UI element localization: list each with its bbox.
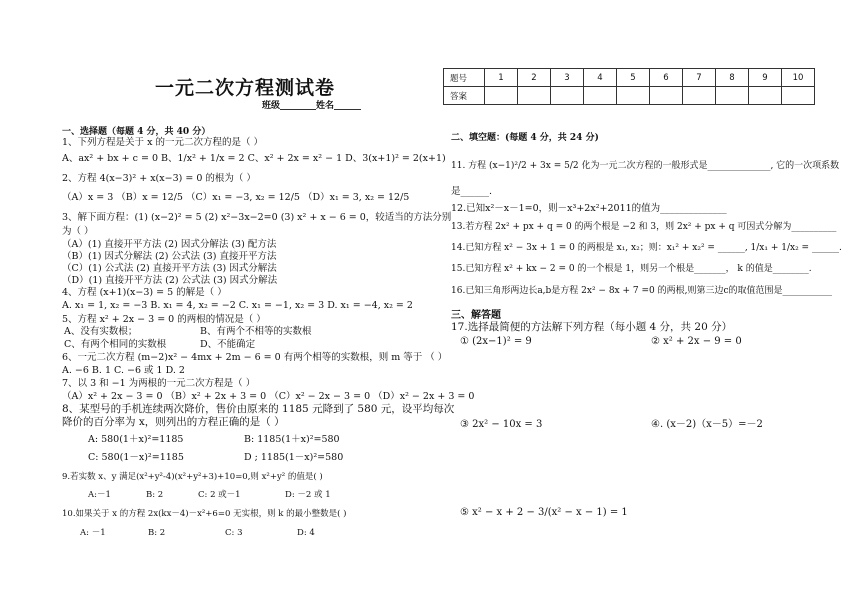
question-8-option-a: A: 580(1＋x)²=1185 [88, 434, 184, 445]
question-17-part-2: ② x² + 2x − 9 = 0 [651, 336, 742, 347]
question-10-option-d: D: 4 [297, 528, 315, 538]
question-9: 9.若实数 x、y 满足(x²+y²-4)(x²+y²+3)+10=0,则 x²+y² 的值是( ) [62, 472, 323, 482]
question-number: 3 [551, 69, 584, 87]
question-6: 6、一元二次方程 (m−2)x² − 4mx + 2m − 6 = 0 有两个相等的实数根，则 m 等于 （ ） [62, 352, 448, 363]
answer-cell[interactable] [650, 87, 683, 105]
question-17-part-4: ④. (x－2)（x－5）=－2 [651, 419, 763, 430]
question-5-option-c: C、有两个相同的实数根 [64, 339, 167, 350]
answer-cell[interactable] [551, 87, 584, 105]
question-8-option-d: D ; 1185(1－x)²=580 [244, 452, 344, 463]
question-number-label: 题号 [444, 69, 485, 87]
question-9-option-c: C: 2 或－1 [198, 490, 241, 500]
question-8-cont: 降价的百分率为 x，则列出的方程正确的是（ ） [62, 416, 285, 428]
answer-cell[interactable] [584, 87, 617, 105]
question-3-option-d: （D）(1) 直接开平方法 (2) 公式法 (3) 因式分解法 [62, 275, 278, 286]
question-8-option-c: C: 580(1－x)²=1185 [88, 452, 184, 463]
question-15: 15.已知方程 x² + kx − 2 = 0 的一个根是 1，则另一个根是_______， k 的值是________. [451, 264, 812, 274]
answer-cell[interactable] [485, 87, 518, 105]
question-1: 1、下列方程是关于 x 的一元二次方程的是（ ） [62, 137, 263, 148]
question-6-options: A. −6 B. 1 C. −6 或 1 D. 2 [62, 365, 185, 376]
question-number: 7 [683, 69, 716, 87]
question-2-options: （A）x = 3 （B）x = 12/5 （C）x₁ = −3, x₂ = 12/5 （D）x₁ = 3, x₂ = 12/5 [62, 192, 410, 203]
question-17-part-5: ⑤ x² − x + 2 − 3/(x² − x − 1) = 1 [460, 507, 628, 518]
question-2: 2、方程 4(x−3)² + x(x−3) = 0 的根为（ ） [62, 173, 256, 184]
question-7-options: （A）x² + 2x − 3 = 0 （B）x² + 2x + 3 = 0 （C）x² − 2x − 3 = 0 （D）x² − 2x + 3 = 0 [62, 391, 475, 402]
question-14: 14.已知方程 x² − 3x + 1 = 0 的两根是 x₁, x₂；则：x₁² + x₂² = ______, 1/x₁ + 1/x₂ = ______. [451, 243, 842, 253]
question-17: 17.选择最简便的方法解下列方程（每小题 4 分，共 20 分） [451, 321, 733, 333]
question-number: 6 [650, 69, 683, 87]
answer-cell[interactable] [683, 87, 716, 105]
question-17-part-1: ① (2x−1)² = 9 [460, 336, 532, 347]
question-3-option-c: （C）(1) 公式法 (2) 直接开平方法 (3) 因式分解法 [62, 263, 277, 274]
question-7: 7、以 3 和 −1 为两根的一元二次方程是（ ） [62, 378, 256, 389]
answer-cell[interactable] [782, 87, 815, 105]
question-4: 4、方程 (x+1)(x−3) = 5 的解是（ ） [62, 287, 227, 298]
question-number: 8 [716, 69, 749, 87]
answer-cell[interactable] [749, 87, 782, 105]
question-9-option-a: A:－1 [88, 490, 111, 500]
question-number: 5 [617, 69, 650, 87]
page-title: 一元二次方程测试卷 [155, 77, 336, 99]
question-10: 10.如果关于 x 的方程 2x(kx－4)－x²+6=0 无实根，则 k 的最小整数是( ) [62, 509, 347, 519]
question-16: 16.已知三角形两边长a,b是方程 2x² − 8x + 7 =0 的两根,则第三边c的取值范围是___________ [451, 286, 833, 296]
question-number: 10 [782, 69, 815, 87]
section-heading-choice: 一、选择题（每题 4 分，共 40 分） [62, 127, 211, 137]
section-heading-solve: 三、解答题 [451, 310, 501, 321]
question-number: 4 [584, 69, 617, 87]
question-5-option-a: A、没有实数根； [64, 326, 138, 337]
question-12: 12.已知x²－x－1=0，则－x³+2x²+2011的值为______________ [451, 203, 727, 214]
question-13: 13.若方程 2x² + px + q = 0 的两个根是 −2 和 3，则 2x² + px + q 可因式分解为__________ [451, 222, 837, 232]
question-10-option-c: C: 3 [225, 528, 243, 538]
question-number: 2 [518, 69, 551, 87]
question-10-option-a: A: －1 [80, 528, 106, 538]
answer-cell[interactable] [617, 87, 650, 105]
section-heading-fill-in: 二、填空题：(每题 4 分，共 24 分) [451, 133, 599, 143]
question-3: 3、解下面方程：(1) (x−2)² = 5 (2) x²−3x−2=0 (3) x² + x − 6 = 0，较适当的方法分别 [62, 212, 452, 223]
question-3-cont: 为（ ） [62, 226, 94, 237]
answer-cell[interactable] [716, 87, 749, 105]
question-9-option-d: D: －2 或 1 [285, 490, 331, 500]
answer-table-answer-row [444, 87, 815, 105]
question-5-option-d: D、不能确定 [200, 339, 256, 350]
question-5: 5、方程 x² + 2x − 3 = 0 的两根的情况是（ ） [62, 314, 266, 325]
question-11-cont: 是______. [451, 186, 493, 197]
answer-table-header-row [444, 69, 815, 87]
answer-label: 答案 [444, 87, 485, 105]
question-number: 9 [749, 69, 782, 87]
question-17-part-3: ③ 2x² − 10x = 3 [460, 419, 543, 430]
question-3-option-a: （A）(1) 直接开平方法 (2) 因式分解法 (3) 配方法 [62, 239, 277, 250]
question-8: 8、某型号的手机连续两次降价，售价由原来的 1185 元降到了 580 元，设平均每次 [62, 403, 455, 415]
question-5-option-b: B、有两个不相等的实数根 [200, 326, 312, 337]
answer-cell[interactable] [518, 87, 551, 105]
question-8-option-b: B: 1185(1＋x)²=580 [244, 434, 340, 445]
student-info: 班级________姓名______ [262, 101, 362, 111]
question-10-option-b: B: 2 [148, 528, 166, 538]
answer-table [443, 68, 815, 105]
question-number: 1 [485, 69, 518, 87]
question-4-options: A. x₁ = 1, x₂ = −3 B. x₁ = 4, x₂ = −2 C. x₁ = −1, x₂ = 3 D. x₁ = −4, x₂ = 2 [62, 300, 413, 311]
question-1-options: A、ax² + bx + c = 0 B、1/x² + 1/x = 2 C、x² + 2x = x² − 1 D、3(x+1)² = 2(x+1) [62, 153, 446, 164]
question-9-option-b: B: 2 [146, 490, 164, 500]
question-3-option-b: （B）(1) 因式分解法 (2) 公式法 (3) 直接开平方法 [62, 251, 277, 262]
question-11: 11. 方程 (x−1)²/2 + 3x = 5/2 化为一元二次方程的一般形式是______________, 它的一次项系数 [451, 161, 840, 171]
